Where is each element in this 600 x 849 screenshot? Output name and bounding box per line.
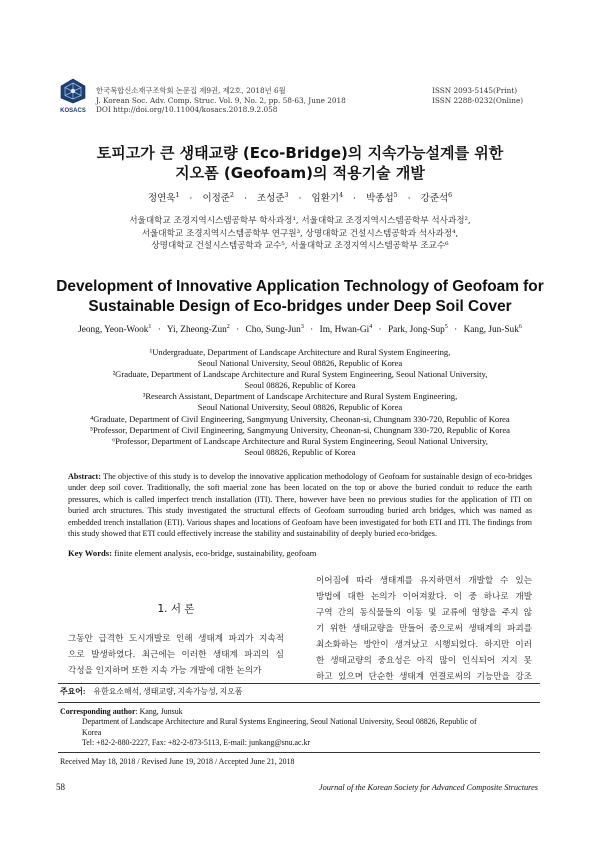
english-title-line1: Development of Innovative Application Technology of Geofoam for xyxy=(56,278,544,295)
author-en: Kang, Jun-Suk$^6$ xyxy=(463,323,522,335)
footnote-divider xyxy=(58,683,540,684)
journal-logo xyxy=(58,78,88,112)
body-line: 최소화하는 방안이 생겨났고 시행되었다. 하지만 이러 xyxy=(316,640,532,650)
author-en: Jeong, Yeon-Wook$^1$ xyxy=(78,323,152,335)
corresponding-author xyxy=(60,707,183,718)
issn-print: ISSN 2093-5145(Print) xyxy=(432,86,518,95)
body-line: 구역 간의 동식물들의 이동 및 교류에 영향을 주지 않 xyxy=(316,608,532,618)
affiliation-en-line: ⁵Professor, Department of Civil Engineering, Sangmyung University, Cheonan-si, Chungnam 330-720, Republic of Korea xyxy=(89,424,510,435)
korean-keywords-text: 유한요소해석, 생태교량, 지속가능성, 지오폼 xyxy=(93,687,243,696)
affiliation-en-line: Seoul National University, Seoul 08826, Republic of Korea xyxy=(197,402,403,413)
body-line: 각성을 인지하며 또한 지속 가능 개발에 대한 논의가 xyxy=(68,666,262,676)
body-line: 으로 발생하였다. 최근에는 이러한 생태계 파괴의 심 xyxy=(68,650,284,660)
author-ko: 강준석$^6$ xyxy=(420,191,453,204)
body-line: 방법에 대한 논의가 이어져왔다. 이 중 하나로 개발 xyxy=(316,592,532,602)
author-en: Cho, Sung-Jun$^3$ xyxy=(245,323,304,335)
footnote-divider xyxy=(58,702,540,703)
affiliation-en-line: ⁴Graduate, Department of Civil Engineering, Sangmyung University, Cheonan-si, Chungnam 330-720, Republic of Korea xyxy=(90,413,510,424)
author-en: Im, Hwan-Gi$^4$ xyxy=(319,323,373,335)
korean-keywords xyxy=(60,687,243,698)
affiliation-en-line: ⁶Professor, Department of Landscape Architecture and Rural System Engineering, Seoul National University, xyxy=(112,435,488,446)
corresponding-contact: Tel: +82-2-880-2227, Fax: +82-2-873-5113, E-mail: junkang@snu.ac.kr xyxy=(82,738,311,748)
body-column-left xyxy=(68,631,284,679)
english-authors: Jeong, Yeon-Wook$^1$ · Yi, Zheong-Zun$^2$ · Cho, Sung-Jun$^3$ · Im, Hwan-Gi$^4$ · Park, Jong-Sup$^5$ · Kang, Jun-Suk$^6$ xyxy=(78,323,522,335)
body-column-right xyxy=(316,573,532,685)
korean-affiliations xyxy=(40,215,560,253)
author-en: Yi, Zheong-Zun$^2$ xyxy=(166,323,230,335)
affiliation-en-line: ²Graduate, Department of Landscape Architecture and Rural System Engineering, Seoul National University, xyxy=(112,369,488,380)
korean-title-line1: 토피고가 큰 생태교량 (Eco-Bridge)의 지속가능설계를 위한 xyxy=(96,144,504,162)
corresponding-dept-line: Korea xyxy=(82,727,102,737)
body-line: 이어짐에 따라 생태계를 유지하면서 개발할 수 있는 xyxy=(316,576,532,586)
affiliation-en-line: Seoul National University, Seoul 08826, Republic of Korea xyxy=(197,358,403,369)
affiliation-en-line: ³Research Assistant, Department of Landscape Architecture and Rural System Engineering, xyxy=(142,391,458,402)
doi-link[interactable]: DOI http://doi.org/10.11004/kosacs.2018.9.2.058 xyxy=(96,105,278,115)
footnote-divider xyxy=(58,752,540,753)
corresponding-label: Corresponding author xyxy=(60,707,136,716)
abstract-text: The objective of this study is to develop the innovative application methodology of Geofoam for sustainable design of eco-bridges under deep soil cover. Traditionally, the soft maerial zone has been located on the top or above the buried conduit to reduce the earth pressures, which is called imperfect trench installation (ITI). There, however have been no previous studies for the application of ITI on buried arch structures. This study investigated the structural effects of Geofoam surrouding buried arch bridges, which was named as embedded trench installation (ETI). Various shapes and locations of Geofoam have been investigated for both ETI and ITI. The findings from this study showed that ETI could effectively increase the stability and sustainability of deeply buried eco-bridges. xyxy=(68,472,533,539)
author-ko: 정연욱$^1$ xyxy=(147,191,180,204)
received-dates: Received May 18, 2018 / Revised June 19, 2018 / Accepted June 21, 2018 xyxy=(60,757,295,766)
body-line: 그동안 급격한 도시개발로 인해 생태계 파괴가 지속적 xyxy=(68,634,284,644)
body-line: 기 위한 생태교량을 만들어 줌으로써 생태계의 파괴를 xyxy=(316,624,532,634)
corresponding-name: : Kang, Junsuk xyxy=(135,707,183,716)
keywords-label: Key Words: xyxy=(68,548,113,558)
author-ko: 조성준$^3$ xyxy=(257,191,289,204)
abstract xyxy=(68,471,532,539)
keywords xyxy=(68,548,316,558)
korean-authors: 정연욱$^1$ · 이정준$^2$ · 조성준$^3$ · 임환기$^4$ · 박종섭$^5$ · 강준석$^6$ xyxy=(147,191,453,204)
affiliation-ko-line: 서울대학교 조경지역시스템공학부 연구원³, 상명대학교 건설시스템공학과 석사과정⁴, xyxy=(141,228,459,239)
abstract-label: Abstract: xyxy=(68,472,101,481)
english-title-line2: Sustainable Design of Eco-bridges under Deep Soil Cover xyxy=(88,298,512,315)
affiliation-en-line: ¹Undergraduate, Department of Landscape Architecture and Rural System Engineering, xyxy=(149,347,451,357)
author-ko: 이정준$^2$ xyxy=(202,191,234,204)
korean-title-line2: 지오폼 (Geofoam)의 적용기술 개발 xyxy=(175,164,425,182)
author-en: Park, Jong-Sup$^5$ xyxy=(387,323,448,335)
issn-online: ISSN 2288-0232(Online) xyxy=(432,95,524,105)
author-ko: 임환기$^4$ xyxy=(311,191,343,204)
affiliation-en-line: Seoul 08826, Republic of Korea xyxy=(244,380,356,391)
body-line: 한 생태교량의 중요성은 아직 많이 인식되어 지지 못 xyxy=(316,656,532,666)
kosacs-logo-icon xyxy=(58,78,88,104)
journal-citation: J. Korean Soc. Adv. Comp. Struc. Vol. 9, No. 2, pp. 58-63, June 2018 xyxy=(96,95,346,105)
affiliation-ko-line: 서울대학교 조경지역시스템공학부 학사과정¹, 서울대학교 조경지역시스템공학부 석사과정², xyxy=(129,216,471,226)
keywords-text: finite element analysis, eco-bridge, sustainability, geofoam xyxy=(114,548,317,558)
corresponding-details xyxy=(82,717,540,749)
author-ko: 박종섭$^5$ xyxy=(366,191,398,204)
logo-text: KOSACS xyxy=(60,108,86,114)
affiliation-en-line: Seoul 08826, Republic of Korea xyxy=(244,446,356,457)
korean-keywords-label: 주요어: xyxy=(60,687,86,696)
footer-journal: Journal of the Korean Society for Advanced Composite Structures xyxy=(318,783,538,792)
english-title xyxy=(30,277,570,317)
journal-name-ko: 한국복합신소재구조학회 논문집 제9권, 제2호, 2018년 6월 xyxy=(96,86,286,95)
korean-title xyxy=(40,143,560,183)
body-line: 하고 있으며 단순한 생태계 연결로써의 기능만을 강조 xyxy=(316,672,532,682)
affiliation-ko-line: 상명대학교 건설시스템공학과 교수⁵, 서울대학교 조경지역시스템공학부 조교수⁶ xyxy=(151,241,449,252)
english-affiliations xyxy=(40,347,560,458)
section-heading: 1. 서 론 xyxy=(157,603,195,615)
corresponding-dept-line: Department of Landscape Architecture and Rural Systems Engineering, Seoul National University, Seoul 08826, Republic of xyxy=(82,717,477,726)
page-number: 58 xyxy=(56,782,65,792)
